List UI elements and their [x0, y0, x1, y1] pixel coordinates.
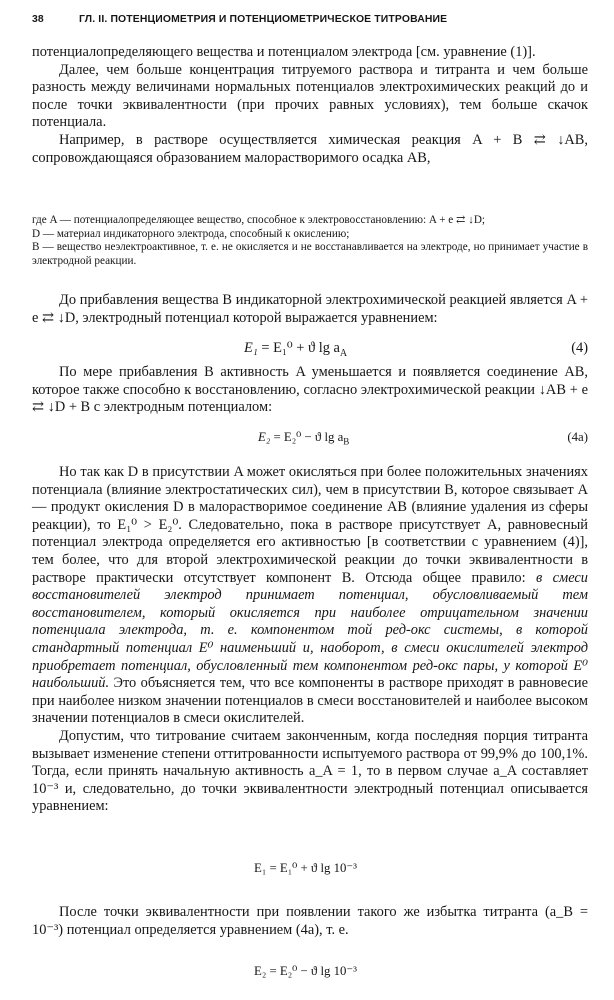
paragraph-8: После точки эквивалентности при появлении такого же избытка титранта (a_B = 10⁻³) потенциал определяется уравнением (4а), т. е. — [32, 904, 588, 938]
paragraph-4: До прибавления вещества B индикаторной электрохимической реакцией является A + e ⇄ ↓D, электродный потенциал которой выражается уравнением: — [32, 292, 588, 326]
paragraph-1: потенциалопределяющего вещества и потенциалом электрода [см. уравнение (1)]. — [32, 44, 536, 60]
eq4a-lhs: E₂ — [258, 430, 271, 444]
paragraph-2: Далее, чем больше концентрация титруемого раствора и титранта и чем больше разность между величинами нормальных потенциалов электрохимических реакций до и после точки эквивалентности (при прочих равных условиях), тем больше скачок потенциала. — [32, 61, 588, 131]
running-header — [32, 14, 588, 32]
eq4a-number: (4а) — [567, 430, 588, 444]
eq4-subscript: A — [339, 347, 348, 359]
paragraph-6-end: Это объясняется тем, что все компоненты в растворе приходят в равновесие при наиболее низком значении потенциалов в смеси восстановителей и наиболее высоком значении потенциалов в смеси окислителей. — [32, 675, 588, 727]
eq4a-subscript: B — [343, 436, 350, 447]
general-rule-italic: в смеси восстановителей электрод принимает потенциал, обусловливаемый тем восстановителем, который окисляется при наиболее отрицательном значении потенциала электрода, т. е. компонентом той ред-окс системы, в которой стандартный потенциал E⁰ наименьший и, наоборот, в смеси окислителей электрод приобретает потенциал, обусловленный тем компонентом ред-окс пары, у которой E⁰ наибольший. — [32, 569, 588, 692]
eq-e1-text: E₁ = E₁⁰ + ϑ lg 10⁻³ — [254, 861, 357, 875]
text-block-bottom — [32, 904, 588, 939]
paragraph-7: Допустим, что титрование считаем законченным, когда последняя порция титранта вызывает изменение степени оттитрованности испытуемого раствора от 99,9% до 100,1%. Тогда, если принять начальную активность a_A = 1, то в первом случае a_A составляет 10⁻³ и, следовательно, до точки эквивалентности электродный потенциал описывается уравнением: — [32, 727, 588, 815]
eq4-number: (4) — [571, 340, 588, 356]
definition-b: B — вещество неэлектроактивное, т. е. не окисляется и не восстанавливается на электроде, но принимает участие в электродной реакции. — [32, 241, 588, 267]
equation-4a — [32, 430, 588, 452]
definition-a: где A — потенциалопределяющее вещество, способное к электровосстановлению: A + e ⇄ ↓D; — [32, 214, 486, 226]
footnote-definitions — [32, 214, 588, 268]
text-block-3 — [32, 364, 588, 417]
text-block-main — [32, 464, 588, 816]
text-block-2 — [32, 292, 588, 327]
equation-e2 — [32, 964, 588, 986]
running-title: ГЛ. II. ПОТЕНЦИОМЕТРИЯ И ПОТЕНЦИОМЕТРИЧЕСКОЕ ТИТРОВАНИЕ — [79, 14, 448, 25]
eq4-rhs: = E₁⁰ + ϑ lg a — [257, 340, 340, 356]
eq4-lhs: E₁ — [244, 340, 258, 356]
paragraph-3: Например, в растворе осуществляется химическая реакция A + B ⇄ ↓AB, сопровождающаяся образованием малорастворимого осадка AB, — [32, 131, 588, 166]
eq4a-rhs: = E₂⁰ − ϑ lg a — [270, 430, 344, 444]
definition-d: D — материал индикаторного электрода, способный к окислению; — [32, 227, 350, 240]
text-block-top — [32, 44, 588, 167]
eq-e2-text: E₂ = E₂⁰ − ϑ lg 10⁻³ — [254, 964, 357, 978]
paragraph-6 — [32, 464, 588, 728]
page-number: 38 — [32, 14, 44, 25]
equation-4 — [32, 340, 588, 362]
equation-e1 — [32, 861, 588, 883]
paragraph-6-start: Но так как D в присутствии A может окисляться при более положительных значениях потенциала (влияние электростатических сил), чем в присутствии B, которое связывает A — продукт окисления D в малорастворимое соединение AB (влияние удаления из сферы реакции), то E₁⁰ > E₂⁰. Следовательно, пока в растворе присутствует A, равновесный потенциал электрода определяется его активностью [в соответствии с уравнением (4)], тем более, что для второй электрохимической реакции до точки эквивалентности в растворе практически отсутствует компонент B. Отсюда общее правило: — [32, 464, 588, 586]
paragraph-5: По мере прибавления B активность A уменьшается и появляется соединение AB, которое также способно к восстановлению, согласно электрохимической реакции ↓AB + e ⇄ ↓D + B с электродным потенциалом: — [32, 364, 588, 416]
